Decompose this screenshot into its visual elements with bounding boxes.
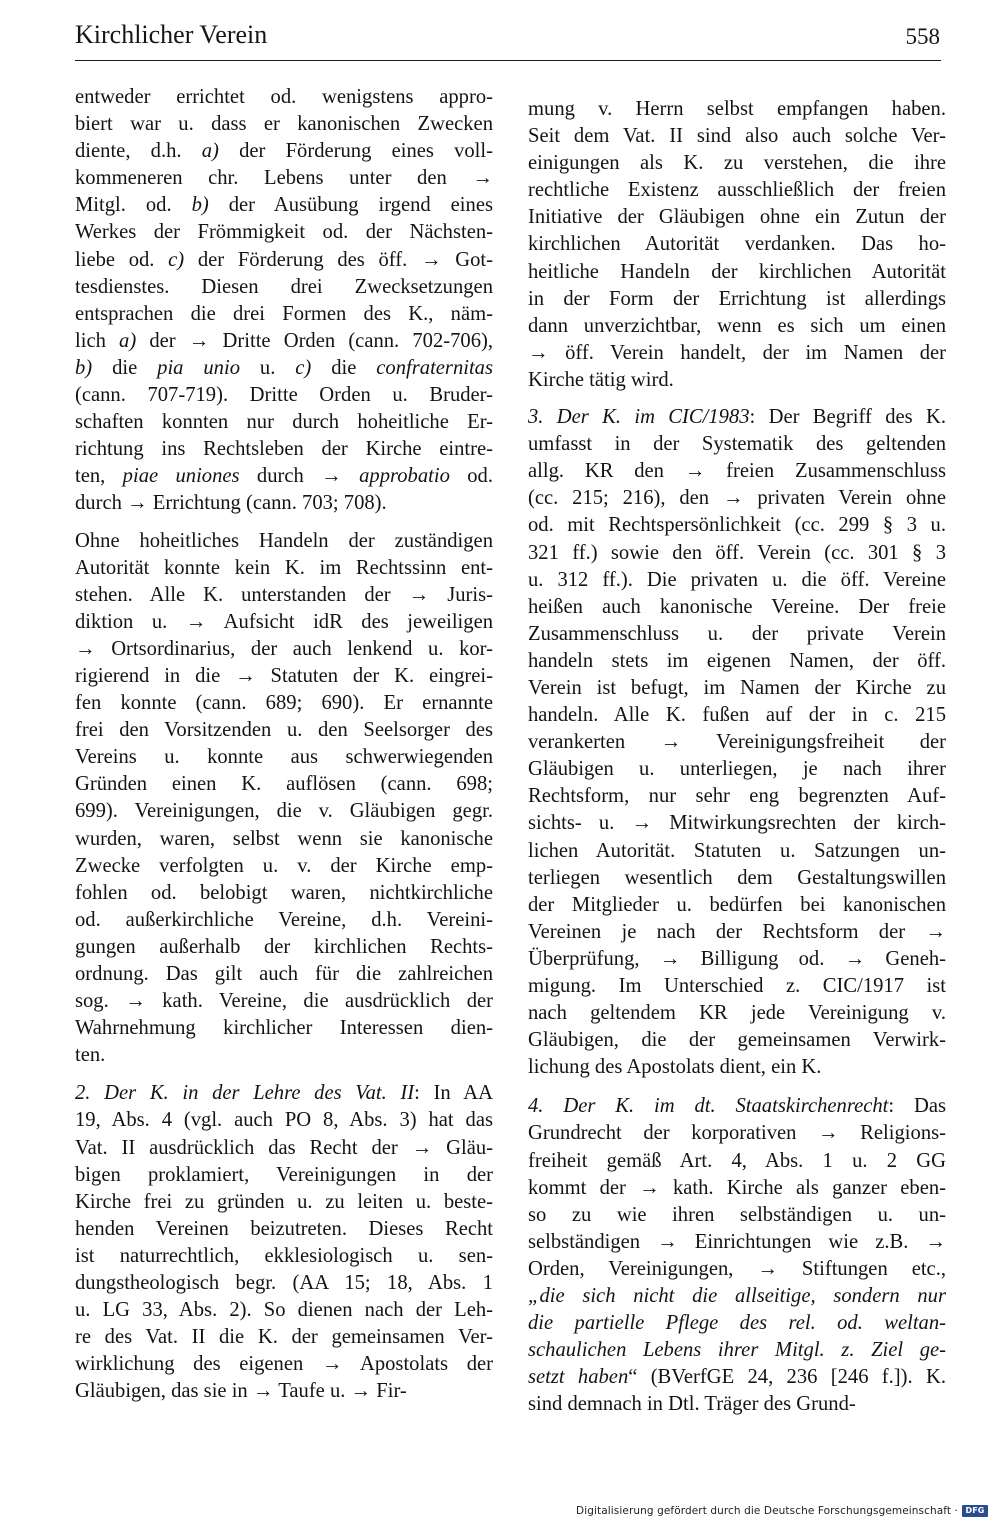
text-line: 4. Der K. im dt. Staatskirchenrecht: Das [528,1095,946,1118]
text-line: 19, Abs. 4 (vgl. auch PO 8, Abs. 3) hat das [75,1109,493,1132]
text-line: biert war u. dass er kanonischen Zwecken [75,113,493,136]
paragraph-k-im-dt-staatskirchenrecht [528,1093,946,1418]
text-line: Wahrnehmung kirchlicher Interessen dien- [75,1017,493,1040]
text-line: setzt haben“ (BVerfGE 24, 236 [246 f.]). K. [528,1366,946,1389]
text-line: sichts- u. → Mitwirkungsrechten der kirch- [528,812,946,835]
text-line: Gründen einen K. auflösen (cann. 698; [75,773,493,796]
text-line: lich a) der → Dritte Orden (cann. 702-706), [75,329,493,352]
text-line: Kirche frei zu gründen u. zu leiten u. beste- [75,1190,493,1213]
text-line: 321 ff.) sowie den öff. Verein (cc. 301 § 3 [528,541,946,564]
text-line: selbständigen → Einrichtungen wie z.B. → [528,1230,946,1253]
text-line: 2. Der K. in der Lehre des Vat. II: In AA [75,1082,493,1105]
text-line: Verein ist befugt, im Namen der Kirche zu [528,676,946,699]
text-line: lichung des Apostolats dient, ein K. [528,1056,822,1079]
text-line: → öff. Verein handelt, der im Namen der [528,341,946,364]
text-line: wirklichung des eigenen → Apostolats der [75,1353,493,1376]
text-line: migung. Im Unterschied z. CIC/1917 ist [528,975,946,997]
text-line: Vereins u. konnte aus schwerwiegenden [75,746,493,769]
text-line: sind demnach in Dtl. Träger des Grund- [528,1393,856,1416]
paragraph-hoheitliches-handeln [75,528,493,1070]
text-line: „die sich nicht die allseitige, sondern nur [528,1285,946,1308]
text-line: diente, d.h. a) der Förderung eines voll- [75,140,493,163]
text-line: handeln stets im eigenen Namen, der öff. [528,649,946,672]
text-line: Vat. II ausdrücklich das Recht der → Gläu- [75,1136,493,1159]
text-line: einigungen als K. zu verstehen, die ihre [528,152,946,175]
text-line: Rechtsform, nur sehr eng begrenzten Auf- [528,785,946,808]
text-line: Grundrecht der korporativen → Religions- [528,1122,946,1145]
text-line: umfasst in der Systematik des geltenden [528,433,946,456]
paragraph-k-im-cic1983 [528,404,946,1081]
paragraph-k-in-der-lehre-des-vat-ii [75,1080,493,1405]
text-line: mung v. Herrn selbst empfangen haben. [528,98,946,120]
text-line: Kirche tätig wird. [528,368,674,391]
text-line: liebe od. c) der Förderung des öff. → Got- [75,248,493,271]
text-line: Ohne hoheitliches Handeln der zuständigen [75,529,493,552]
text-line: lichen Autorität. Statuten u. Satzungen un- [528,839,946,862]
text-line: der Mitglieder u. bedürfen bei kanonischen [528,893,946,916]
text-line: stehen. Alle K. unterstanden der → Juris- [75,583,493,606]
text-line: diktion u. → Aufsicht idR des jeweiligen [75,610,493,633]
text-line: fen konnte (cann. 689; 690). Er ernannte [75,692,493,715]
text-line: terliegen wesentlich dem Gestaltungswillen [528,866,946,889]
text-line: (cc. 215; 216), den → privaten Verein ohne [528,487,946,510]
text-line: Zwecke verfolgten u. v. der Kirche emp- [75,854,493,877]
text-line: in der Form der Errichtung ist allerdings [528,287,946,310]
text-line: Gläubigen, das sie in → Taufe u. → Fir- [75,1380,407,1403]
text-line: kirchlichen Autorität verdanken. Das ho- [528,233,946,256]
text-line: schaulichen Lebens ihrer Mitgl. z. Ziel ge- [528,1339,946,1362]
running-title: Kirchlicher Verein [75,20,268,49]
text-line: Gläubigen u. unterliegen, je nach ihrer [528,758,946,781]
text-line: bigen proklamiert, Vereinigungen in der [75,1163,493,1186]
text-line: wurden, waren, selbst wenn sie kanonische [75,827,493,850]
text-line: od. außerkirchliche Vereine, d.h. Vereini- [75,908,493,931]
text-line: rigierend in die → Statuten der K. eingrei- [75,664,493,687]
text-line: henden Vereinen beizutreten. Dieses Recht [75,1217,493,1240]
text-line: sog. → kath. Vereine, die ausdrücklich der [75,990,493,1013]
text-line: Vereinen je nach der Rechtsform der → [528,920,946,943]
text-line: nach geltendem KR jede Vereinigung v. [528,1002,946,1025]
text-line: heitliche Handeln der kirchlichen Autorität [528,260,946,283]
text-line: rechtliche Existenz ausschließlich der freien [528,179,946,202]
page-header [75,20,940,60]
text-line: Orden, Vereinigungen, → Stiftungen etc., [528,1257,946,1280]
text-line: Überprüfung, → Billigung od. → Geneh- [528,947,946,970]
text-line: allg. KR den → freien Zusammenschluss [528,460,946,483]
text-line: tesdienstes. Diesen drei Zwecksetzungen [75,275,493,298]
text-line: 699). Vereinigungen, die v. Gläubigen gegr. [75,800,493,823]
text-line: Autorität konnte kein K. im Rechtssinn ent- [75,556,493,579]
text-line: ordnung. Das gilt auch für die zahlreichen [75,963,493,985]
text-line: → Ortsordinarius, der auch lenkend u. kor- [75,637,493,660]
text-line: dann unverzichtbar, wenn es sich um einen [528,314,946,337]
text-line: richtung ins Rechtsleben der Kirche eintre- [75,438,493,461]
text-line: ten, piae uniones durch → approbatio od. [75,465,494,488]
text-line: kommt der → kath. Kirche als ganzer eben- [528,1176,946,1199]
text-line: Mitgl. od. b) der Ausübung irgend eines [75,194,493,217]
text-line: Seit dem Vat. II sind also auch solche Ver- [528,125,946,148]
text-line: die partielle Pflege des rel. od. weltan- [528,1312,946,1335]
text-line: verankerten → Vereinigungsfreiheit der [528,731,946,754]
left-column [75,84,493,1406]
text-line: Initiative der Gläubigen ohne ein Zutun der [528,206,946,229]
text-line: frei den Vorsitzenden u. den Seelsorger des [75,719,493,742]
text-line: b) die pia unio u. c) die confraternitas [75,356,493,379]
text-line: so zu wie ihren selbständigen u. un- [528,1203,946,1226]
credit-text: Digitalisierung gefördert durch die Deutsche Forschungsgemeinschaft · [576,1505,958,1517]
text-line: (cann. 707-719). Dritte Orden u. Bruder- [75,384,493,407]
text-line: u. LG 33, Abs. 2). So dienen nach der Leh- [75,1299,493,1322]
text-line: heißen auch kanonische Vereine. Der freie [528,595,946,618]
text-line: handeln. Alle K. fußen auf der in c. 215 [528,704,946,727]
text-line: schaften konnten nur durch hoheitliche Er- [75,411,493,434]
text-line: re des Vat. II die K. der gemeinsamen Ver- [75,1326,493,1349]
text-line: durch → Errichtung (cann. 703; 708). [75,492,387,515]
text-line: 3. Der K. im CIC/1983: Der Begriff des K. [528,406,946,429]
page-number: 558 [905,24,940,49]
text-line: u. 312 ff.). Die privaten u. die öff. Vereine [528,568,946,591]
dfg-logo-icon: DFG [962,1505,988,1517]
text-line: dungstheologisch begr. (AA 15; 18, Abs. 1 [75,1272,493,1295]
paragraph-definition-cic1917 [75,84,493,518]
text-line: kommeneren chr. Lebens unter den → [75,167,493,190]
text-line: ten. [75,1044,106,1067]
text-line: entweder errichtet od. wenigstens appro- [75,86,493,108]
text-line: Zusammenschluss u. der private Verein [528,622,946,645]
digitization-credit [576,1505,988,1517]
text-line: freiheit gemäß Art. 4, Abs. 1 u. 2 GG [528,1149,946,1172]
text-line: gungen außerhalb der kirchlichen Rechts- [75,935,493,958]
header-rule [75,60,941,61]
text-line: entsprachen die drei Formen des K., näm- [75,302,493,325]
right-column [528,84,946,1419]
text-line: ist naturrechtlich, ekklesiologisch u. sen- [75,1244,493,1267]
text-line: fohlen od. belobigt waren, nichtkirchliche [75,881,493,904]
text-line: Gläubigen, die der gemeinsamen Verwirk- [528,1029,946,1052]
text-line: Werkes der Frömmigkeit od. der Nächsten- [75,221,493,244]
text-line: od. mit Rechtspersönlichkeit (cc. 299 § 3 u. [528,514,946,537]
paragraph-zusammenschluss-in-dtl [528,96,946,394]
